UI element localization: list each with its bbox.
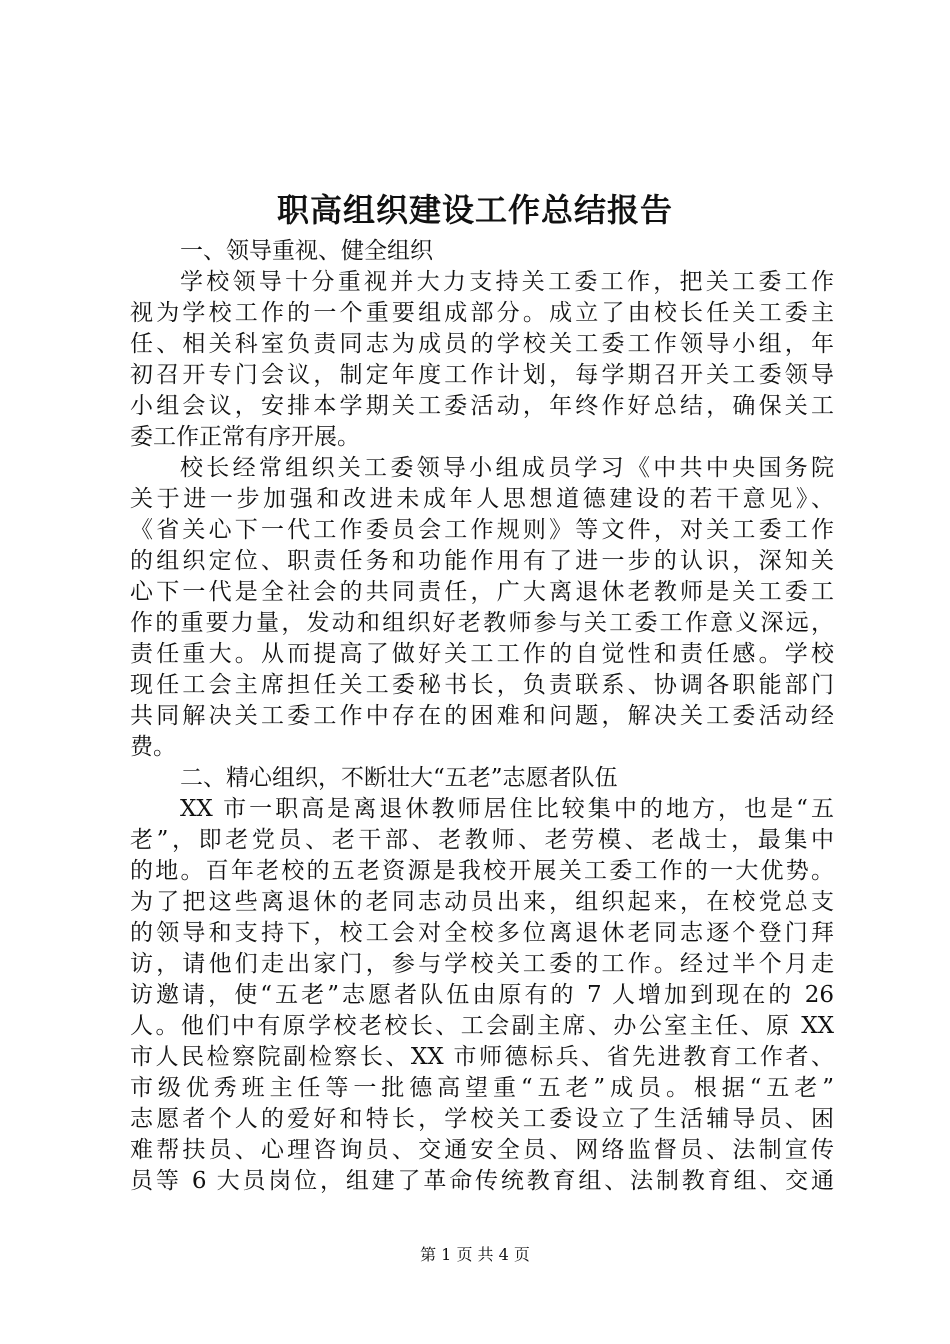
- body-line: 难帮扶员、心理咨询员、交通安全员、网络监督员、法制宣传: [130, 1137, 834, 1163]
- body-line: 访邀请，使“五老”志愿者队伍由原有的 7 人增加到现在的 26: [130, 982, 834, 1008]
- body-line: XX 市一职高是离退休教师居住比较集中的地方，也是“五: [180, 796, 834, 822]
- body-line: 的组织定位、职责任务和功能作用有了进一步的认识，深知关: [130, 548, 834, 574]
- body-line: 志愿者个人的爱好和特长，学校关工委设立了生活辅导员、困: [130, 1106, 834, 1132]
- body-line: 老”，即老党员、老干部、老教师、老劳模、老战士，最集中: [130, 827, 834, 853]
- body-line: 视为学校工作的一个重要组成部分。成立了由校长任关工委主: [130, 300, 834, 326]
- document-title: 职高组织建设工作总结报告: [276, 191, 673, 229]
- body-line: 现任工会主席担任关工委秘书长，负责联系、协调各职能部门: [130, 672, 834, 698]
- body-line: 作的重要力量，发动和组织好老教师参与关工委工作意义深远，: [130, 610, 834, 636]
- body-line: 委工作正常有序开展。: [130, 424, 360, 450]
- body-line: 市人民检察院副检察长、XX 市师德标兵、省先进教育工作者、: [130, 1044, 834, 1070]
- page-footer: 第 1 页 共 4 页: [420, 1245, 530, 1264]
- body-line: 的领导和支持下，校工会对全校多位离退休老同志逐个登门拜: [130, 920, 834, 946]
- body-line: 员等 6 大员岗位，组建了革命传统教育组、法制教育组、交通: [130, 1168, 834, 1194]
- body-line: 校长经常组织关工委领导小组成员学习《中共中央国务院: [180, 455, 834, 481]
- body-line: 二、精心组织，不断壮大“五老”志愿者队伍: [180, 765, 618, 791]
- body-line: 为了把这些离退休的老同志动员出来，组织起来，在校党总支: [130, 889, 834, 915]
- body-line: 学校领导十分重视并大力支持关工委工作，把关工委工作: [180, 269, 834, 295]
- body-line: 任、相关科室负责同志为成员的学校关工委工作领导小组，年: [130, 331, 834, 357]
- body-line: 人。他们中有原学校老校长、工会副主席、办公室主任、原 XX: [130, 1013, 834, 1039]
- document-body: [130, 236, 834, 1197]
- body-line: 《省关心下一代工作委员会工作规则》等文件，对关工委工作: [130, 517, 834, 543]
- body-line: 关于进一步加强和改进未成年人思想道德建设的若干意见》、: [130, 486, 834, 512]
- body-line: 责任重大。从而提高了做好关工工作的自觉性和责任感。学校: [130, 641, 834, 667]
- body-line: 心下一代是全社会的共同责任，广大离退休老教师是关工委工: [130, 579, 834, 605]
- body-line: 费。: [130, 734, 176, 760]
- body-line: 初召开专门会议，制定年度工作计划，每学期召开关工委领导: [130, 362, 834, 388]
- body-line: 一、领导重视、健全组织: [180, 238, 433, 264]
- body-line: 市级优秀班主任等一批德高望重“五老”成员。根据“五老”: [130, 1075, 834, 1101]
- body-line: 访，请他们走出家门，参与学校关工委的工作。经过半个月走: [130, 951, 834, 977]
- body-line: 的地。百年老校的五老资源是我校开展关工委工作的一大优势。: [130, 858, 834, 884]
- body-line: 共同解决关工委工作中存在的困难和问题，解决关工委活动经: [130, 703, 834, 729]
- body-line: 小组会议，安排本学期关工委活动，年终作好总结，确保关工: [130, 393, 834, 419]
